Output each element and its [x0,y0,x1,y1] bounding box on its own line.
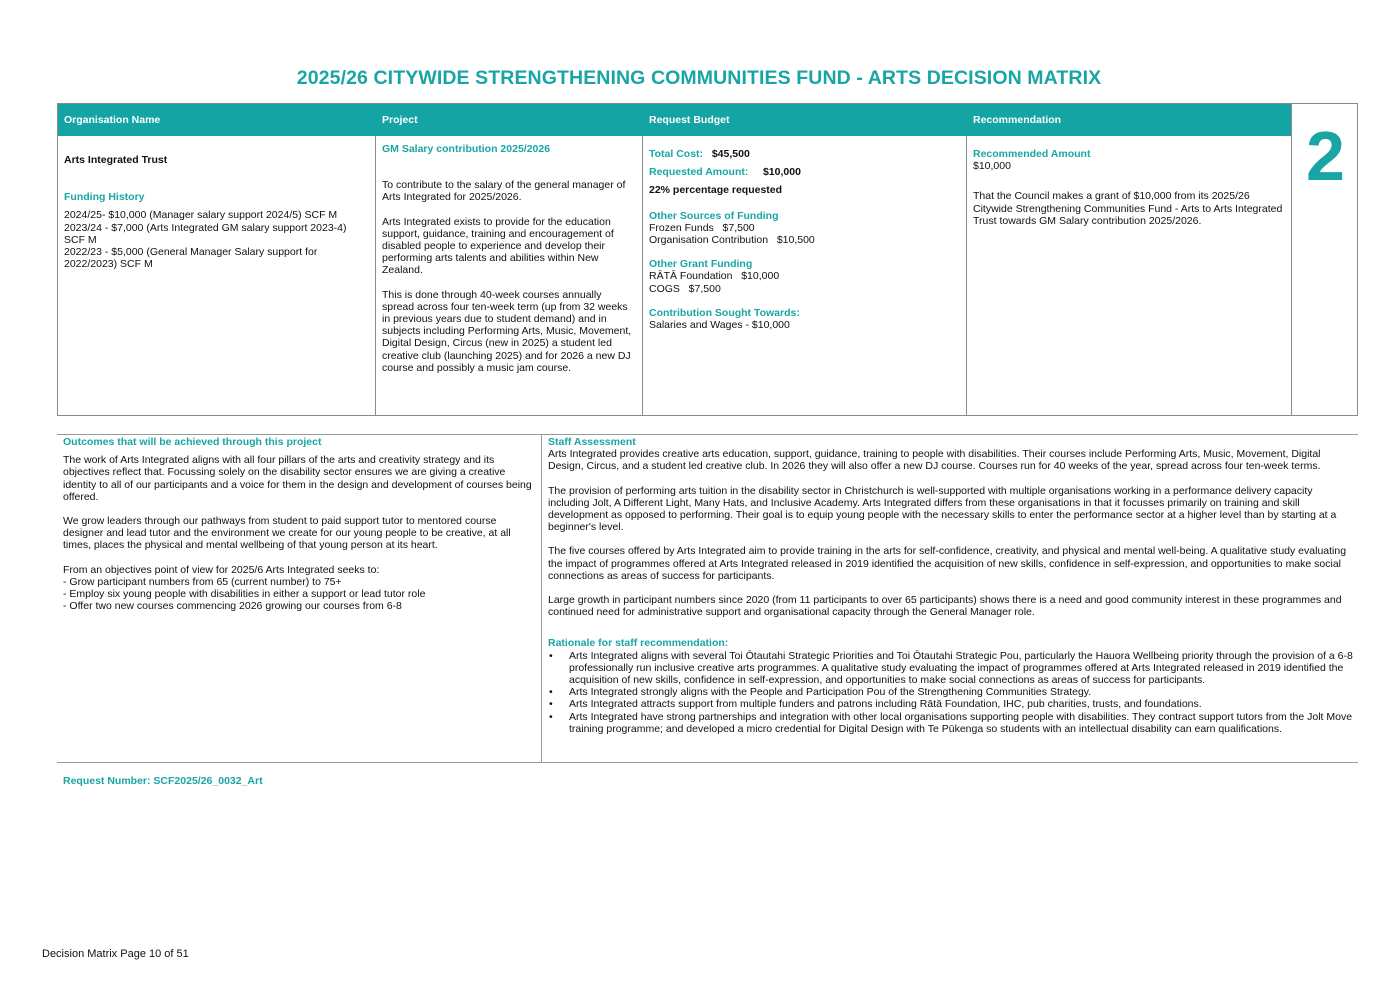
page-title: 2025/26 CITYWIDE STRENGTHENING COMMUNITIES FUND - ARTS DECISION MATRIX [296,67,1102,89]
item-number: 2 [1306,117,1345,195]
other-source-item: Organisation Contribution $10,500 [649,234,815,247]
request-number: Request Number: SCF2025/26_0032_Art [63,775,263,787]
outcomes-objective-item: - Grow participant numbers from 65 (current number) to 75+ [63,575,342,588]
funding-history-list [64,209,369,270]
recommendation-text: That the Council makes a grant of $10,000 from its 2025/26 Citywide Strengthening Communities Fund - Arts to Arts Integrated Trust towards GM Salary contribution 2025/2026. [973,190,1283,227]
assessment-paragraph: The provision of performing arts tuition in the disability sector in Christchurch is well-supported with multiple organisations working in a performance delivery capacity including Jolt, A Different Light, Many Hats, and Inclusive Academy. Arts Integrated differs from these organisations in that it focusses primarily on training and skill development as opposed to performing. Their goal is to equip young people with the necessary skills to enter the performance sector at a higher level than by starting at a beginner's level. [548,484,1337,534]
project-title: GM Salary contribution 2025/2026 [382,143,551,155]
project-paragraph: To contribute to the salary of the general manager of Arts Integrated for 2025/2026. [382,179,626,204]
outcomes-objectives-intro: From an objectives point of view for 2025/6 Arts Integrated seeks to: [63,563,380,576]
total-cost-value: $45,500 [711,148,750,160]
project-paragraph: This is done through 40-week courses annually spread across four ten-week term (up from 32 weeks in previous years due to student demand) and in subjects including Performing Arts, Music, Movement, Digital Design, Circus (new in 2025) a student led creative club (launching 2025) and for 2026 a new DJ course and possibly a music jam course. [382,288,632,374]
requested-amount-value: $10,000 [762,166,801,179]
assessment-paragraph: Large growth in participant numbers since 2020 (from 11 participants to over 65 participants) shows there is a need and good community interest in these programmes and continued need for administrative support and organisational capacity through the General Manager role. [548,594,1342,619]
project-cell [376,136,643,415]
requested-amount-row [649,166,960,178]
organisation-name: Arts Integrated Trust [64,154,168,166]
header-request-budget: Request Budget [643,104,967,136]
other-grant-item: RĀTĀ Foundation $10,000 [649,270,780,283]
recommendation-cell [967,136,1291,415]
header-recommendation: Recommendation [967,104,1291,136]
recommended-amount-value: $10,000 [973,160,1011,173]
other-grants-label: Other Grant Funding [649,258,753,271]
item-number-cell [1291,104,1358,415]
outcomes-title: Outcomes that will be achieved through this project [63,436,322,448]
total-cost-row [649,148,960,160]
other-grant-item: COGS $7,500 [649,282,721,295]
organisation-cell [58,136,376,415]
rationale-item: • Arts Integrated strongly aligns with the People and Participation Pou of the Strengthening Communities Strategy. [548,686,1354,698]
outcomes-objective-item: - Offer two new courses commencing 2026 growing our courses from 6-8 [63,600,402,613]
header-project: Project [376,104,643,136]
recommended-amount-label: Recommended Amount [973,148,1091,160]
funding-history-item: 2023/24 - $7,000 (Arts Integrated GM salary support 2023-4) SCF M [64,221,347,246]
assessment-paragraph: The five courses offered by Arts Integrated aim to provide training in the arts for self-confidence, creativity, and physical and mental well-being. A qualitative study evaluating the impact of programmes offered at Arts Integrated released in 2019 identified the acquisition of new skills, confidence in self-expression, and opportunities to make social connections as areas of success for participants. [548,545,1347,582]
page-footer: Decision Matrix Page 10 of 51 [42,948,189,960]
project-paragraph: Arts Integrated exists to provide for the education support, guidance, training and encouragement of disabled people to experience and develop their performing arts talents and abilities within New Zealand. [382,215,614,277]
other-sources-label: Other Sources of Funding [649,209,779,222]
outcomes-objective-item: - Employ six young people with disabilities in either a support or lead tutor role [63,588,426,601]
contribution-sought-label: Contribution Sought Towards: [649,306,800,319]
total-cost-label: Total Cost: [649,148,704,160]
outcomes-paragraph: We grow leaders through our pathways from student to paid support tutor to mentored course designer and lead tutor and the environment we create for our young people to be creative, at all times, places the physical and mental wellbeing of that young person at its heart. [63,515,511,552]
decision-matrix-table [57,103,1358,416]
percentage-requested: 22% percentage requested [649,184,783,197]
request-budget-cell [643,136,967,415]
header-organisation-name: Organisation Name [58,104,376,136]
staff-assessment-title: Staff Assessment [548,436,636,448]
section-divider-top [57,434,1358,435]
rationale-list [548,650,1354,735]
requested-amount-label: Requested Amount: [649,166,749,179]
outcomes-paragraph: The work of Arts Integrated aligns with all four pillars of the arts and creativity strategy and its objectives reflect that. Focussing solely on the disability sector ensures we are giving a creative identity to all of our participants and a voice for them in the design and development of courses being offered. [63,454,532,503]
rationale-item: • Arts Integrated attracts support from multiple funders and patrons including Rātā Foundation, IHC, pub charities, trusts, and foundations. [548,698,1354,710]
outcomes-section [63,436,537,612]
section-divider-vertical [541,434,542,763]
rationale-title: Rationale for staff recommendation: [548,637,729,650]
contribution-sought-value: Salaries and Wages - $10,000 [649,319,790,332]
other-source-item: Frozen Funds $7,500 [649,221,755,234]
funding-history-item: 2024/25- $10,000 (Manager salary support 2024/5) SCF M [64,209,338,222]
rationale-item: • Arts Integrated have strong partnerships and integration with other local organisations supporting people with disabilities. They contract support tutors from the Jolt Move training programme; and developed a micro credential for Digital Design with Te Pūkenga so students with an intellectual disability can earn qualifications. [548,711,1354,735]
staff-assessment-section [548,436,1354,735]
rationale-item: • Arts Integrated aligns with several Toi Ōtautahi Strategic Priorities and Toi Ōtautahi Strategic Pou, particularly the Hauora Wellbeing priority through the provision of a 6-8 professionally run inclusive creative arts programmes. A qualitative study evaluating the impact of programmes offered at Arts Integrated released in 2019 identified the acquisition of new skills, confidence in self-expression, and opportunities to make social connections as areas of success for participants. [548,650,1354,687]
section-divider-bottom [57,762,1358,763]
assessment-paragraph: Arts Integrated provides creative arts education, support, guidance, training to people with disabilities. Their courses include Performing Arts, Music, Movement, Digital Design, Circus, and a student led creative club. In 2026 they will also offer a new DJ course. Courses run for 40 weeks of the year, spread across four ten-week terms. [548,448,1321,473]
funding-history-label: Funding History [64,191,145,204]
funding-history-item: 2022/23 - $5,000 (General Manager Salary support for 2022/2023) SCF M [64,246,318,271]
